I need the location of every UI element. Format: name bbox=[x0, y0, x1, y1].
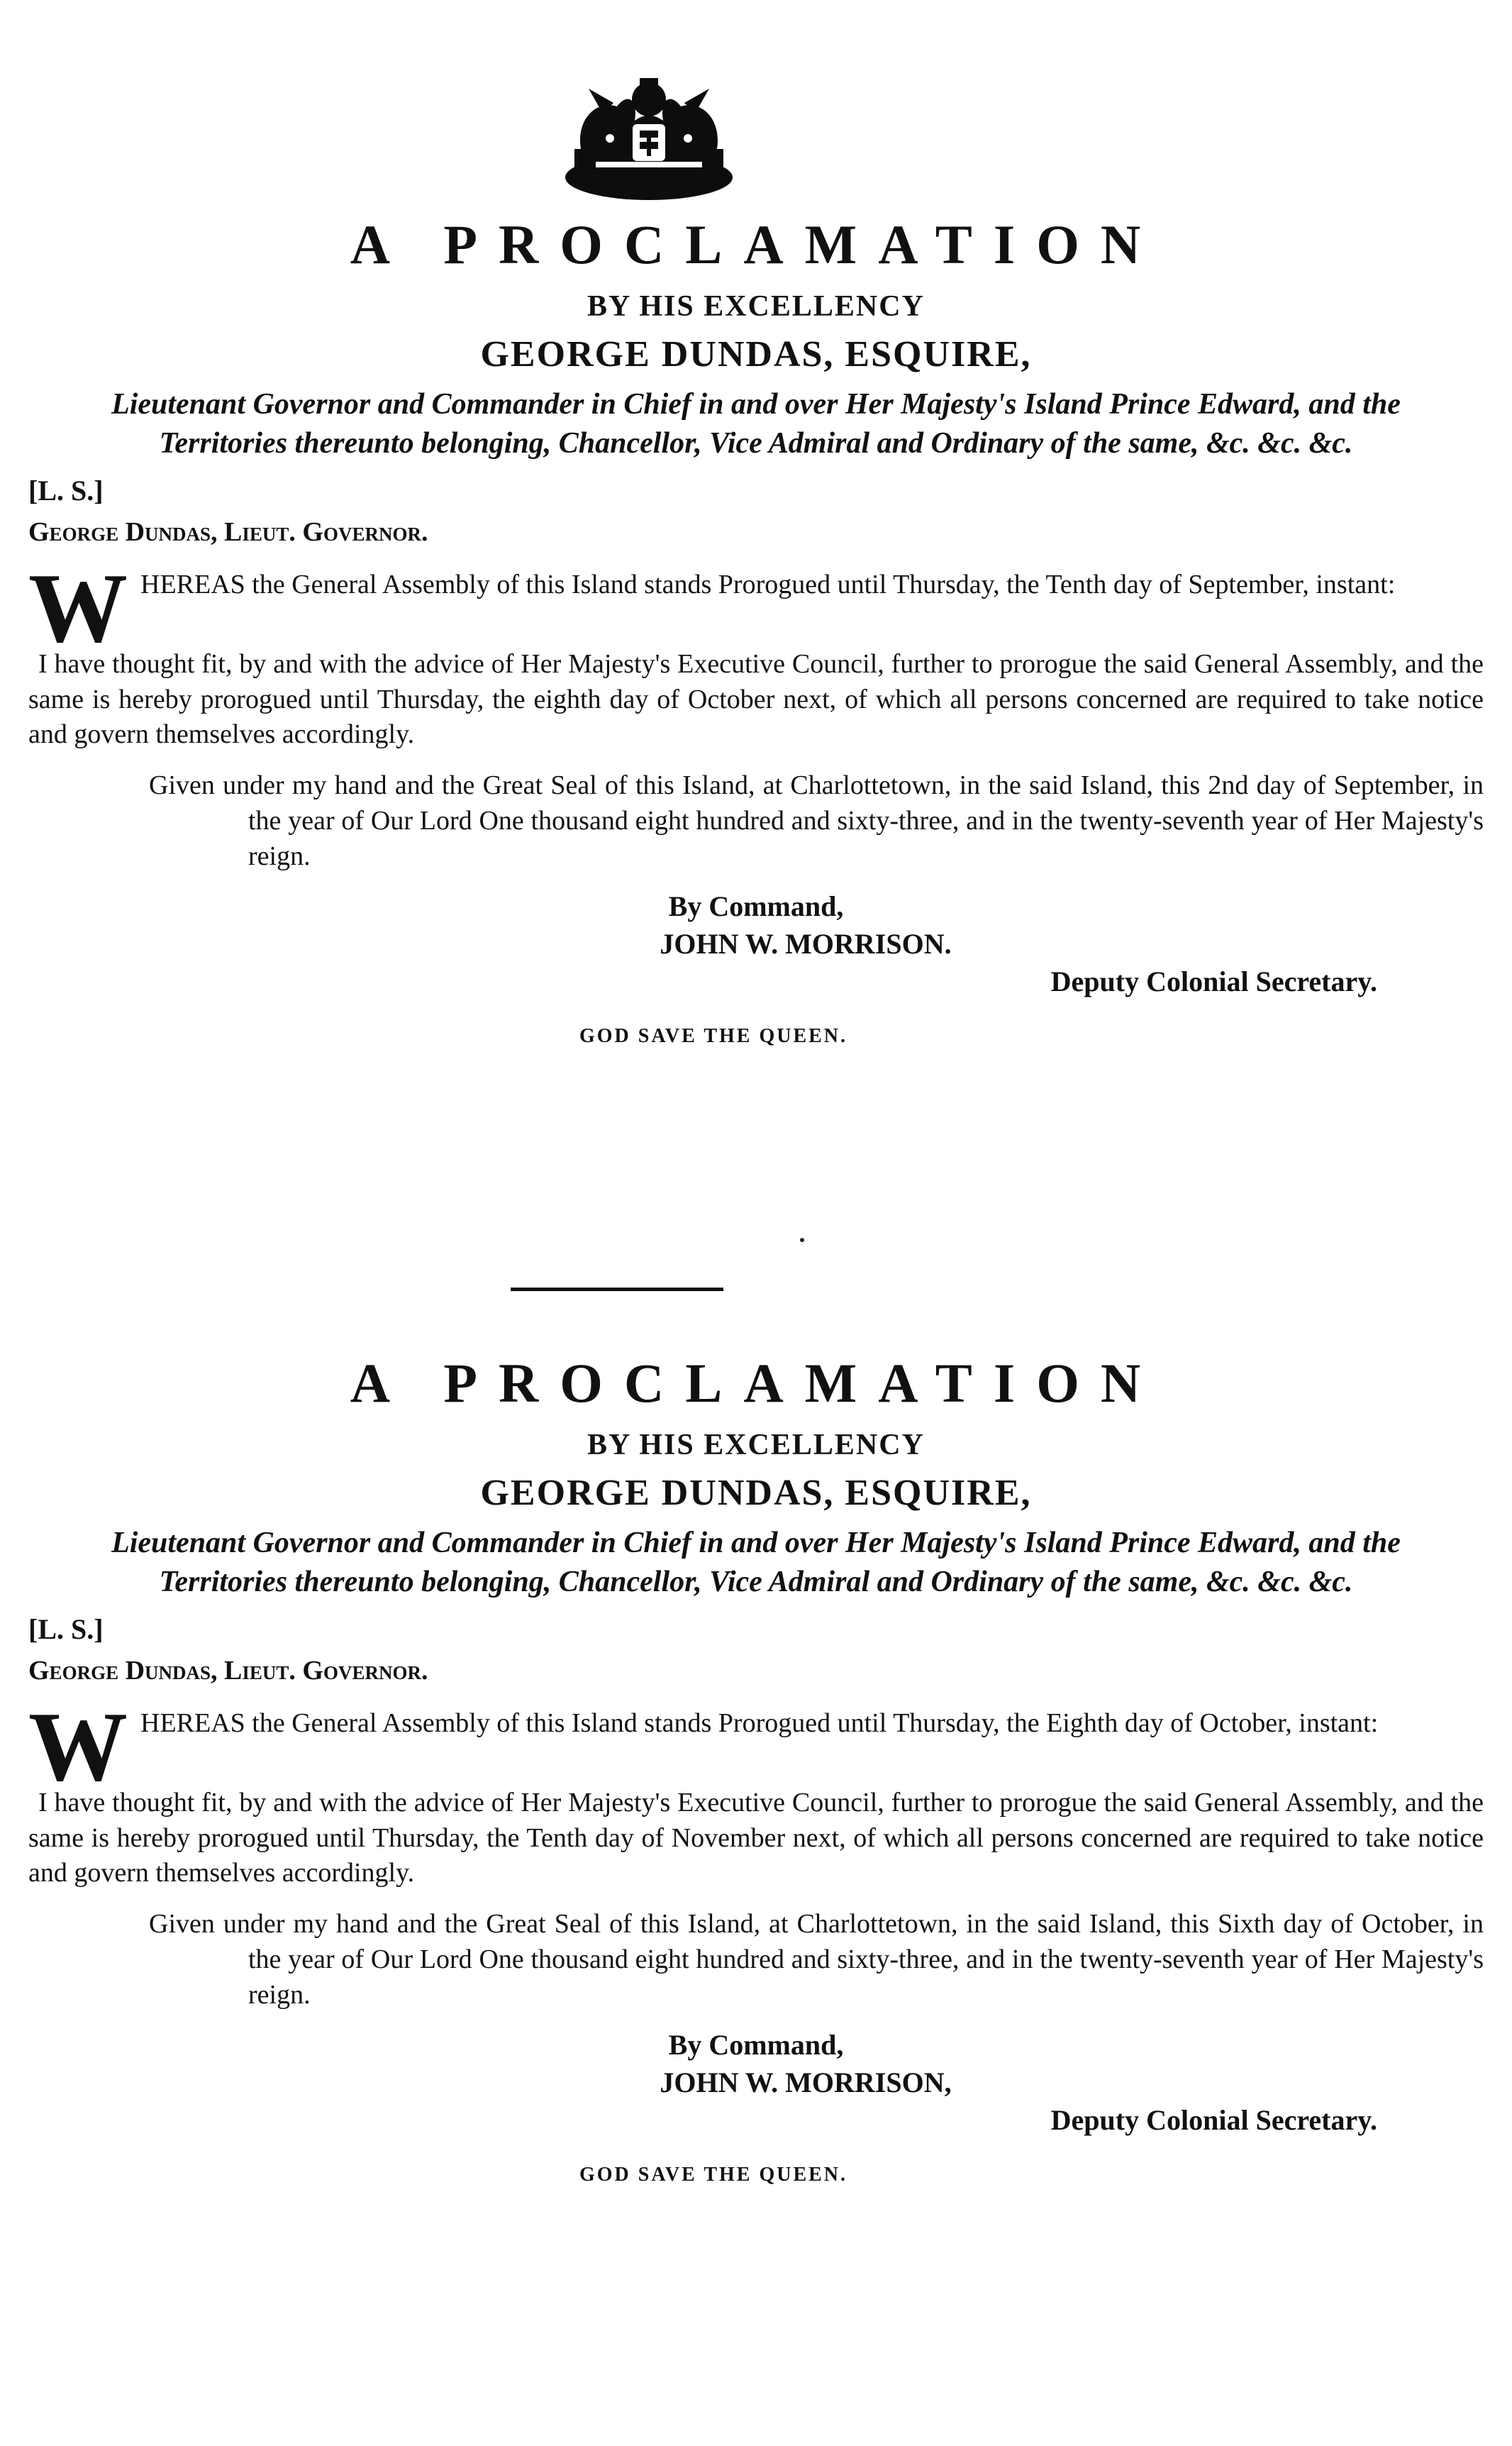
drop-cap: W bbox=[28, 553, 128, 663]
seal-mark: [L. S.] bbox=[28, 1612, 104, 1645]
governor-name: GEORGE DUNDAS, ESQUIRE, bbox=[480, 334, 1032, 375]
secretary-title: Deputy Colonial Secretary. bbox=[1050, 965, 1377, 998]
given-under-seal: Given under my hand and the Great Seal of this Island, at Charlottetown, in the said Island, this Sixth day of October, in the year of Our Lord One thousand eight hundred and sixty-three, and in the twenty-seventh year of Her Majesty's reign. bbox=[149, 1909, 1484, 2010]
seal-mark: [L. S.] bbox=[28, 474, 104, 507]
whereas-clause bbox=[28, 1691, 1484, 1802]
governor-name: GEORGE DUNDAS, ESQUIRE, bbox=[480, 1473, 1032, 1513]
seal-row bbox=[28, 1612, 1484, 1655]
whereas-text: HEREAS the General Assembly of this Island stands Prorogued until Thursday, the Tenth day of September, instant: bbox=[140, 569, 1396, 599]
section-divider bbox=[511, 1288, 723, 1291]
proclamation-title: A PROCLAMATION bbox=[350, 214, 1162, 275]
governor-styled-titles: Lieutenant Governor and Commander in Chief in and over Her Majesty's Island Prince Edward, and the Territories thereunto belonging, Chancellor, Vice Admiral and Ordinary of the same, &c. &c. &c. bbox=[111, 388, 1401, 460]
printed-dot bbox=[800, 1238, 804, 1242]
governor-styled-titles: Lieutenant Governor and Commander in Chief in and over Her Majesty's Island Prince Edward, and the Territories thereunto belonging, Chancellor, Vice Admiral and Ordinary of the same, &c. &c. &c. bbox=[111, 1527, 1401, 1599]
drop-cap: W bbox=[28, 1691, 128, 1802]
seal-row bbox=[28, 474, 1484, 516]
given-under-seal: Given under my hand and the Great Seal of this Island, at Charlottetown, in the said Island, this 2nd day of September, in the year of Our Lord One thousand eight hundred and sixty-three, and in the twenty-seventh year of Her Majesty's reign. bbox=[149, 770, 1484, 871]
proclamation-byline: BY HIS EXCELLENCY bbox=[587, 1429, 925, 1461]
governor-signature-line: George Dundas, Lieut. Governor. bbox=[28, 1655, 428, 1686]
governor-signature-line: George Dundas, Lieut. Governor. bbox=[28, 516, 428, 547]
by-command: By Command, bbox=[668, 2029, 844, 2062]
proclamation-1 bbox=[28, 213, 1484, 1048]
proclamation-byline: BY HIS EXCELLENCY bbox=[587, 290, 925, 323]
proclamation-body: I have thought fit, by and with the advice of Her Majesty's Executive Council, further to prorogue the said General Assembly, and the same is hereby prorogued until Thursday, the eighth day of October next, of which all persons concerned are required to take notice and govern themselves accordingly. bbox=[28, 648, 1484, 750]
closing-line: GOD SAVE THE QUEEN. bbox=[579, 1025, 848, 1048]
whereas-clause bbox=[28, 553, 1484, 663]
by-command: By Command, bbox=[668, 890, 844, 923]
whereas-text: HEREAS the General Assembly of this Island stands Prorogued until Thursday, the Eighth day of October, instant: bbox=[140, 1708, 1379, 1738]
secretary-title: Deputy Colonial Secretary. bbox=[1050, 2104, 1377, 2137]
royal-coat-of-arms-icon bbox=[560, 71, 738, 206]
secretary-name: JOHN W. MORRISON. bbox=[660, 928, 952, 961]
proclamation-2 bbox=[28, 1351, 1484, 2186]
secretary-name: JOHN W. MORRISON, bbox=[660, 2066, 952, 2099]
proclamation-title: A PROCLAMATION bbox=[350, 1352, 1162, 1414]
closing-line: GOD SAVE THE QUEEN. bbox=[579, 2164, 848, 2186]
proclamation-body: I have thought fit, by and with the advice of Her Majesty's Executive Council, further to prorogue the said General Assembly, and the same is hereby prorogued until Thursday, the Tenth day of November next, of which all persons concerned are required to take notice and govern themselves accordingly. bbox=[28, 1787, 1484, 1888]
